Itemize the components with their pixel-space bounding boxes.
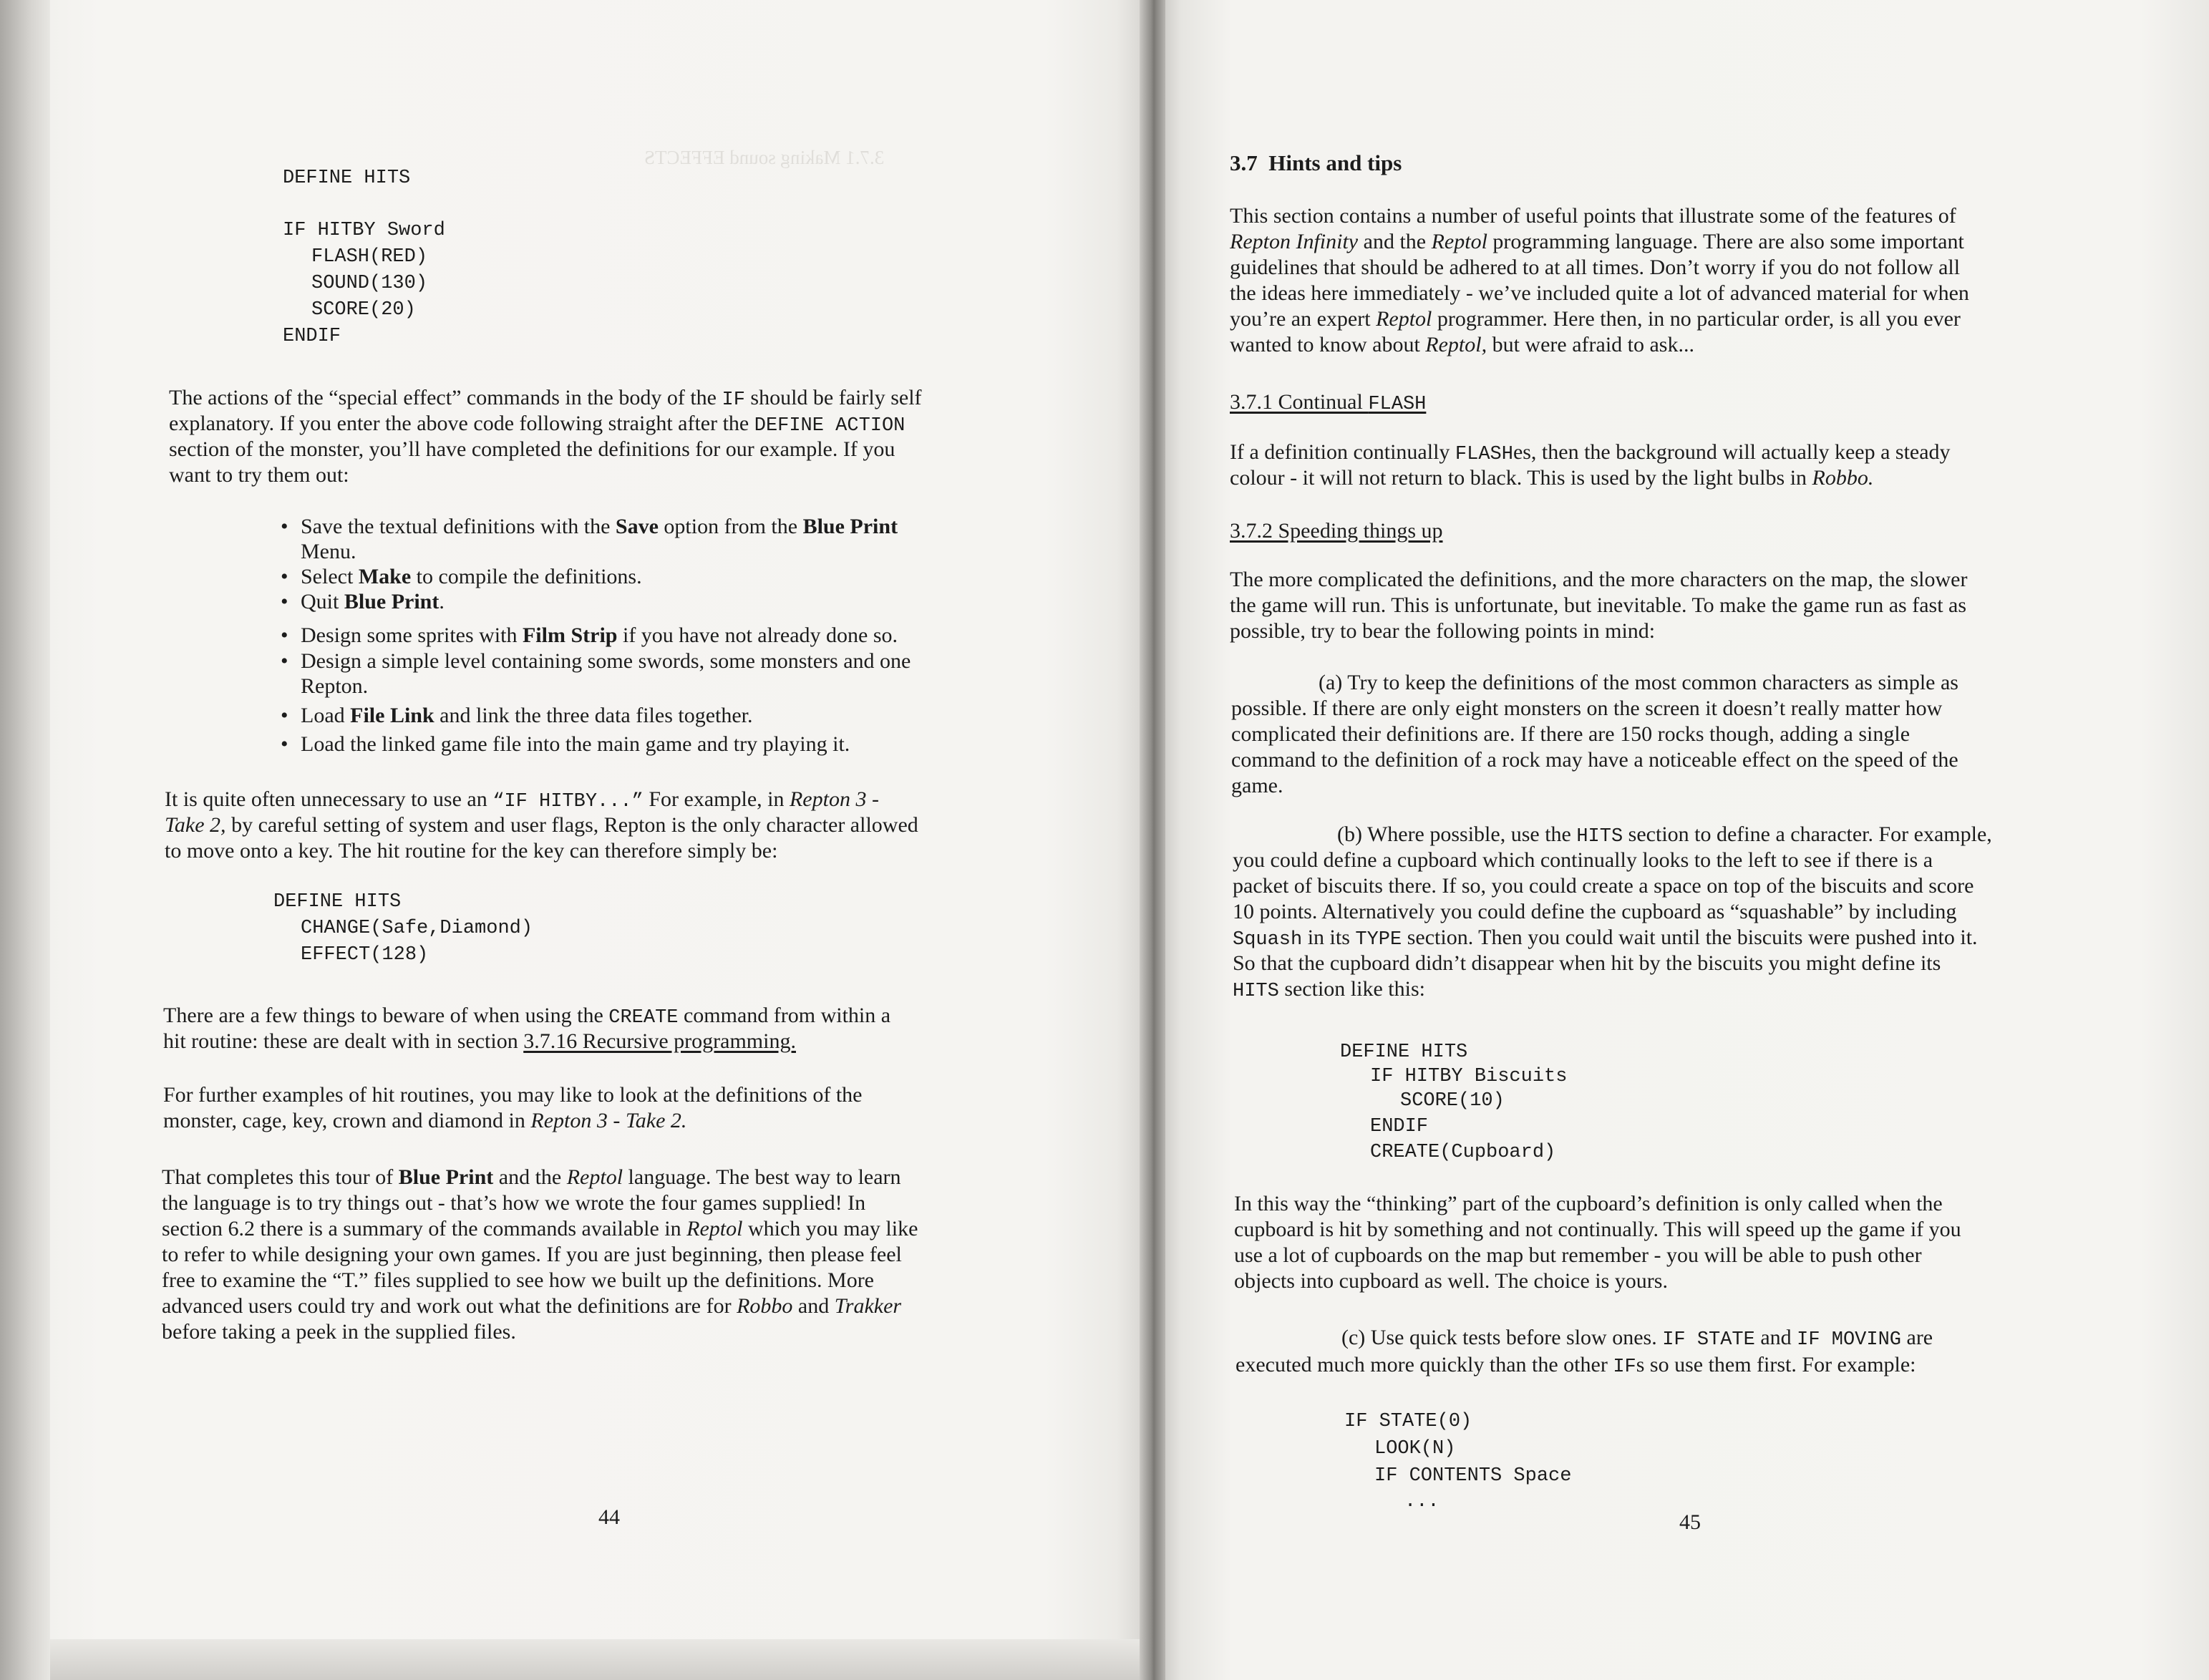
body-text-line: hit routine: these are dealt with in section 3.7.16 Recursive programming. <box>163 1029 796 1053</box>
body-text-line: possible. If there are only eight monsters on the screen it doesn’t really matter how <box>1231 696 1943 720</box>
body-text-line: It is quite often unnecessary to use an “IF HITBY...” For example, in Repton 3 - <box>165 787 879 812</box>
body-text-line: There are a few things to beware of when using the CREATE command from within a <box>163 1004 891 1029</box>
show-through-text: 3.7.1 Making sound EFFECTS <box>644 147 885 168</box>
bullet-item: • Save the textual definitions with the Save option from the Blue Print <box>301 514 898 540</box>
code-line: IF HITBY Biscuits <box>1370 1066 1568 1087</box>
code-line: DEFINE HITS <box>1340 1041 1468 1063</box>
bullet-item: • Load File Link and link the three data files together. <box>301 703 753 729</box>
body-text-line: you’re an expert Reptol programmer. Here then, in no particular order, is all you ever <box>1230 307 1961 331</box>
body-text-line: That completes this tour of Blue Print and the Reptol language. The best way to learn <box>162 1165 901 1189</box>
body-text-line: the game will run. This is unfortunate, but inevitable. To make the game run as fast as <box>1230 593 1967 617</box>
code-line: DEFINE HITS <box>273 891 402 913</box>
code-line: SOUND(130) <box>311 273 428 294</box>
body-text-line: executed much more quickly than the other IFs so use them first. For example: <box>1235 1353 1916 1378</box>
body-text-line: you could define a cupboard which continually looks to the left to see if there is a <box>1233 848 1933 872</box>
body-text-line: the language is to try things out - that’s how we wrote the four games supplied! In <box>162 1191 866 1215</box>
body-text-line: game. <box>1231 774 1283 797</box>
body-text-line: Squash in its TYPE section. Then you could wait until the biscuits were pushed into it. <box>1233 926 1978 951</box>
body-text-line: section of the monster, you’ll have completed the definitions for our example. If you <box>169 437 895 461</box>
code-line: SCORE(10) <box>1400 1090 1505 1112</box>
body-text-line: This section contains a number of useful points that illustrate some of the features of <box>1230 204 1956 228</box>
right-page <box>1152 0 2209 1680</box>
body-text-line: Take 2, by careful setting of system and user flags, Repton is the only character allowed <box>165 813 918 837</box>
body-text-line: guidelines that should be adhered to at all times. Don’t worry if you do not follow all <box>1230 256 1961 279</box>
body-text-line: 10 points. Alternatively you could define the cupboard as “squashable” by including <box>1233 900 1957 923</box>
subsection-heading: 3.7.2 Speeding things up <box>1230 519 1443 543</box>
body-text-line: If a definition continually FLASHes, then the background will actually keep a steady <box>1230 440 1951 465</box>
bullet-item-continuation: Repton. <box>301 674 369 698</box>
page-number: 45 <box>1679 1510 1701 1534</box>
page-edge-bottom <box>50 1639 1145 1680</box>
code-line: IF STATE(0) <box>1344 1411 1472 1432</box>
body-text-line: (a) Try to keep the definitions of the most common characters as simple as <box>1319 671 1958 694</box>
code-line: ... <box>1404 1491 1440 1513</box>
section-heading: 3.7 Hints and tips <box>1230 150 1402 175</box>
bullet-item: • Quit Blue Print. <box>301 589 445 615</box>
code-line: FLASH(RED) <box>311 246 428 268</box>
body-text-line: to refer to while designing your own games. If you are just beginning, then please feel <box>162 1243 902 1266</box>
code-line: ENDIF <box>1370 1116 1429 1137</box>
code-line: CREATE(Cupboard) <box>1370 1142 1556 1163</box>
body-text-line: cupboard is hit by something and not continually. This will speed up the game if you <box>1234 1218 1961 1241</box>
code-line: SCORE(20) <box>311 299 416 321</box>
body-text-line: before taking a peek in the supplied files. <box>162 1320 516 1344</box>
body-text-line: In this way the “thinking” part of the cupboard’s definition is only called when the <box>1234 1192 1943 1215</box>
body-text-line: command to the definition of a rock may have a noticeable effect on the speed of the <box>1231 748 1958 772</box>
body-text-line: HITS section like this: <box>1233 977 1425 1002</box>
body-text-line: possible, try to bear the following points in mind: <box>1230 619 1656 643</box>
body-text-line: the ideas here immediately - we’ve included quite a lot of advanced material for when <box>1230 281 1969 305</box>
code-line: EFFECT(128) <box>301 944 429 966</box>
bullet-item: • Design a simple level containing some swords, some monsters and one <box>301 649 911 674</box>
body-text-line: want to try them out: <box>169 463 349 487</box>
body-text-line: wanted to know about Reptol, but were afraid to ask... <box>1230 333 1694 356</box>
body-text-line: section 6.2 there is a summary of the commands available in Reptol which you may like <box>162 1217 918 1240</box>
code-line: ENDIF <box>283 326 341 347</box>
bullet-item: • Design some sprites with Film Strip if you have not already done so. <box>301 623 898 649</box>
body-text-line: objects into cupboard as well. The choice is yours. <box>1234 1269 1668 1293</box>
bullet-item: • Load the linked game file into the main game and try playing it. <box>301 732 850 757</box>
code-line: IF HITBY Sword <box>283 220 445 241</box>
body-text-line: advanced users could try and work out what the definitions are for Robbo and Trakker <box>162 1294 902 1318</box>
body-text-line: complicated their definitions are. If there are 150 rocks though, adding a single <box>1231 722 1911 746</box>
body-text-line: packet of biscuits there. If so, you could create a space on top of the biscuits and score <box>1233 874 1974 898</box>
subsection-heading: 3.7.1 Continual FLASH <box>1230 390 1427 415</box>
bullet-item: • Select Make to compile the definitions. <box>301 564 642 590</box>
bullet-item-continuation: Menu. <box>301 540 356 563</box>
body-text-line: (b) Where possible, use the HITS section to define a character. For example, <box>1337 822 1992 848</box>
body-text-line: explanatory. If you enter the above code following straight after the DEFINE ACTION <box>169 412 906 437</box>
body-text-line: colour - it will not return to black. This is used by the light bulbs in Robbo. <box>1230 466 1874 490</box>
body-text-line: The actions of the “special effect” commands in the body of the IF should be fairly self <box>169 386 922 411</box>
body-text-line: use a lot of cupboards on the map but remember - you will be able to push other <box>1234 1243 1922 1267</box>
code-line: DEFINE HITS <box>283 167 411 189</box>
code-line: CHANGE(Safe,Diamond) <box>301 918 533 939</box>
body-text-line: Repton Infinity and the Reptol programming language. There are also some important <box>1230 230 1964 253</box>
code-line: LOOK(N) <box>1374 1438 1456 1460</box>
body-text-line: to move onto a key. The hit routine for the key can therefore simply be: <box>165 839 778 863</box>
body-text-line: monster, cage, key, crown and diamond in Repton 3 - Take 2. <box>163 1109 687 1132</box>
book-gutter <box>1140 0 1165 1680</box>
page-edge-shadow <box>0 0 50 1680</box>
section-link: 3.7.16 Recursive programming. <box>523 1029 796 1053</box>
body-text-line: So that the cupboard didn’t disappear when hit by the biscuits you might define its <box>1233 951 1941 975</box>
body-text-line: (c) Use quick tests before slow ones. IF STATE and IF MOVING are <box>1341 1326 1933 1351</box>
body-text-line: free to examine the “T.” files supplied to see how we built up the definitions. More <box>162 1268 874 1292</box>
code-line: IF CONTENTS Space <box>1374 1465 1572 1487</box>
body-text-line: The more complicated the definitions, and the more characters on the map, the slower <box>1230 568 1968 591</box>
page-number: 44 <box>598 1505 620 1529</box>
body-text-line: For further examples of hit routines, you may like to look at the definitions of the <box>163 1083 863 1107</box>
